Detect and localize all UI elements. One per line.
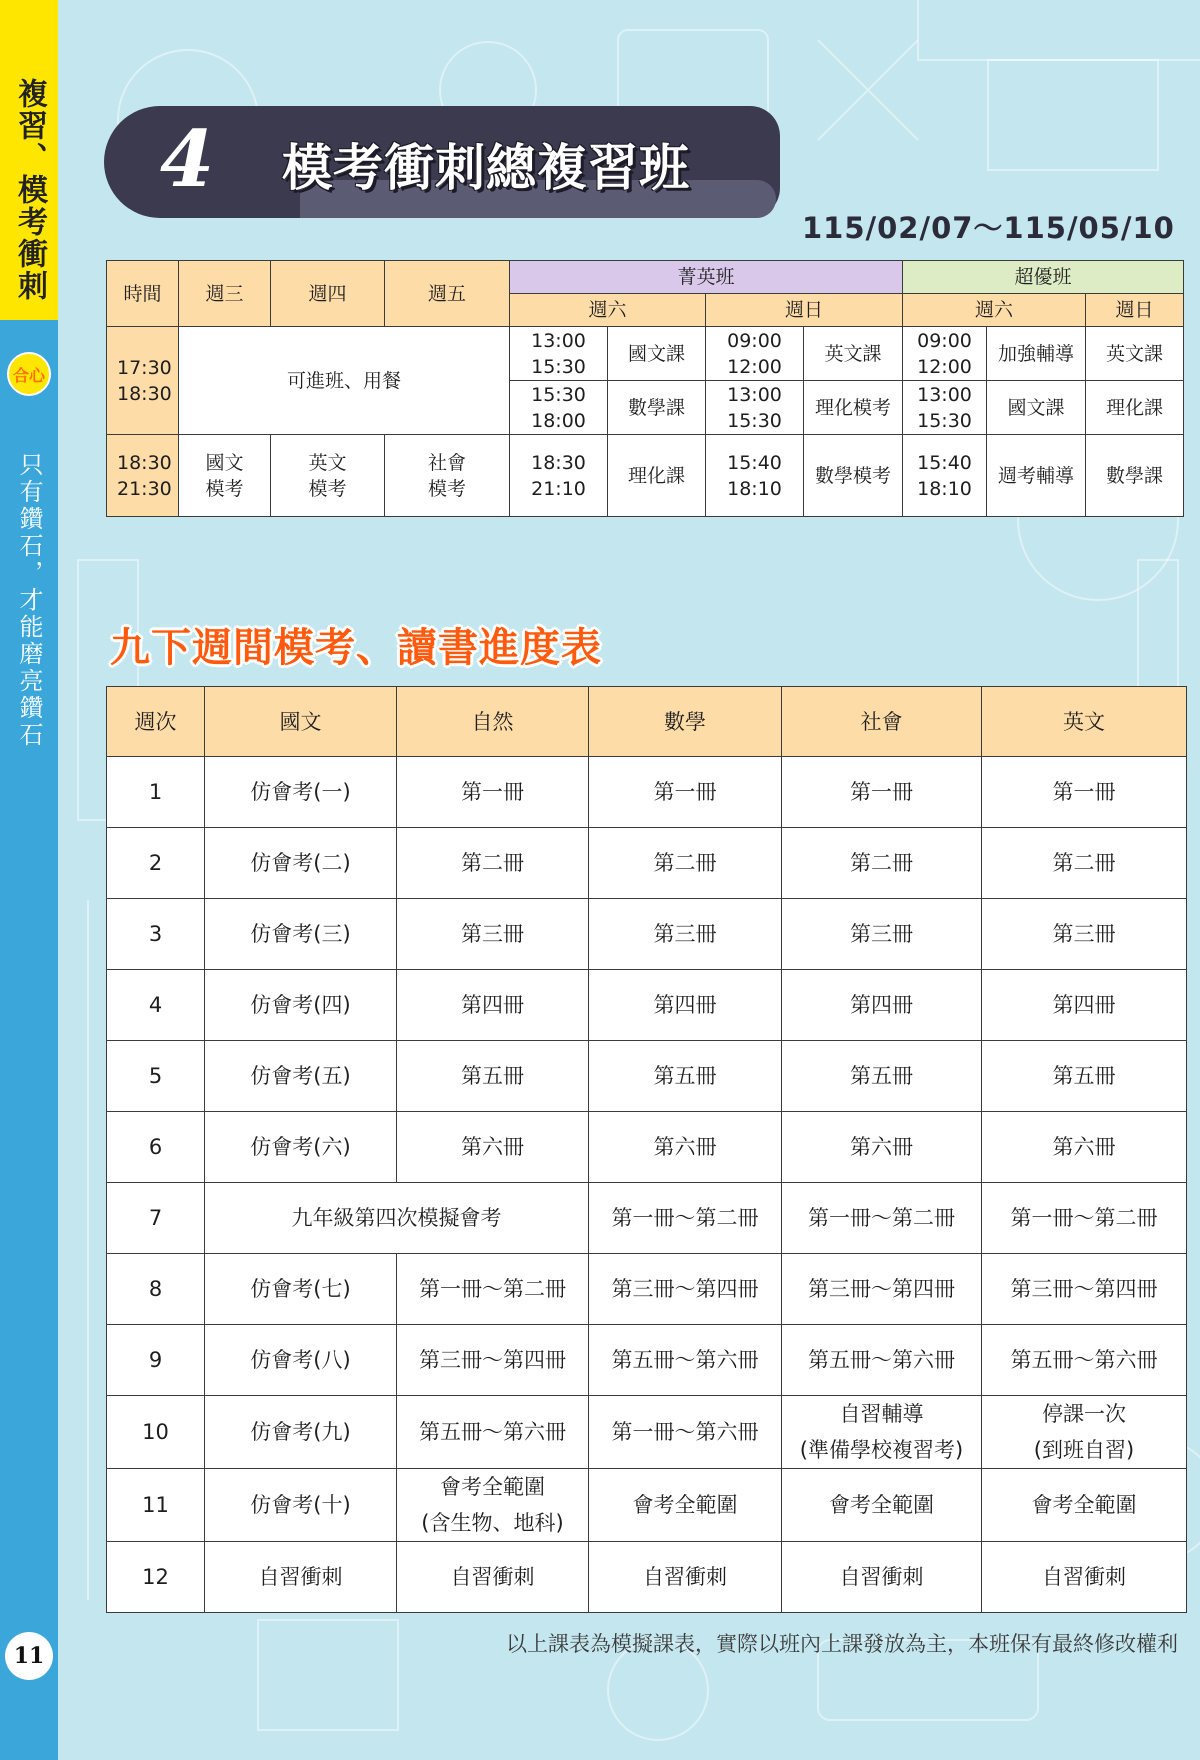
science-cell: 第一冊 <box>397 757 589 828</box>
exam-type: 模考 <box>308 477 347 500</box>
social-cell: 第四冊 <box>782 970 982 1041</box>
chinese-cell: 仿會考(二) <box>205 828 397 899</box>
time-cell <box>510 381 608 435</box>
exam-subject: 社會 <box>427 451 466 474</box>
progress-row <box>107 1469 1187 1542</box>
subject-cell: 週考輔導 <box>987 435 1086 517</box>
time-end: 12:00 <box>727 355 782 378</box>
progress-header-row <box>107 687 1187 757</box>
math-cell: 第一冊～第二冊 <box>589 1183 782 1254</box>
page-number: 11 <box>5 1632 53 1680</box>
time-start: 15:40 <box>727 451 782 474</box>
schedule-row <box>107 435 1184 517</box>
subject-cell: 數學課 <box>1086 435 1184 517</box>
time-end: 21:10 <box>531 477 586 500</box>
schedule-header-row <box>107 261 1184 294</box>
section-number: 4 <box>159 114 215 205</box>
week-header: 週次 <box>107 687 205 757</box>
time-cell <box>903 381 987 435</box>
thu-header: 週四 <box>271 261 385 327</box>
exam-cell <box>271 435 385 517</box>
social-cell: 第二冊 <box>782 828 982 899</box>
math-cell: 第二冊 <box>589 828 782 899</box>
subject-cell: 英文課 <box>804 327 903 381</box>
progress-row <box>107 1542 1187 1613</box>
math-cell: 第五冊～第六冊 <box>589 1325 782 1396</box>
social-cell: 第六冊 <box>782 1112 982 1183</box>
english-header: 英文 <box>982 687 1187 757</box>
fri-header: 週五 <box>385 261 510 327</box>
exam-subject: 英文 <box>308 451 347 474</box>
science-cell: 第一冊～第二冊 <box>397 1254 589 1325</box>
week-cell: 11 <box>107 1469 205 1542</box>
class-a-sun-header: 週日 <box>706 294 903 327</box>
side-bar <box>0 0 58 1760</box>
science-cell <box>397 1469 589 1542</box>
chinese-cell: 仿會考(一) <box>205 757 397 828</box>
social-cell: 第五冊 <box>782 1041 982 1112</box>
time-end: 18:00 <box>531 409 586 432</box>
english-cell: 第四冊 <box>982 970 1187 1041</box>
cell-line: 停課一次 <box>1042 1402 1126 1426</box>
time-slot <box>107 327 179 435</box>
week-cell: 6 <box>107 1112 205 1183</box>
english-cell: 第五冊 <box>982 1041 1187 1112</box>
social-header: 社會 <box>782 687 982 757</box>
time-cell <box>903 327 987 381</box>
week-cell: 5 <box>107 1041 205 1112</box>
class-a-sat-header: 週六 <box>510 294 706 327</box>
wed-header: 週三 <box>179 261 271 327</box>
chinese-cell: 仿會考(八) <box>205 1325 397 1396</box>
week-cell: 2 <box>107 828 205 899</box>
time-cell <box>510 327 608 381</box>
week-cell: 9 <box>107 1325 205 1396</box>
time-cell <box>706 327 804 381</box>
social-cell: 會考全範圍 <box>782 1469 982 1542</box>
slogan: 只有鑽石，才能磨亮鑽石 <box>15 452 43 749</box>
math-cell: 第三冊～第四冊 <box>589 1254 782 1325</box>
chinese-cell: 仿會考(五) <box>205 1041 397 1112</box>
social-cell: 第五冊～第六冊 <box>782 1325 982 1396</box>
week-cell: 3 <box>107 899 205 970</box>
english-cell: 第三冊 <box>982 899 1187 970</box>
time-end: 15:30 <box>917 409 972 432</box>
social-cell: 第三冊 <box>782 899 982 970</box>
science-cell: 第六冊 <box>397 1112 589 1183</box>
english-cell: 會考全範圍 <box>982 1469 1187 1542</box>
science-cell: 第五冊～第六冊 <box>397 1396 589 1469</box>
science-cell: 第五冊 <box>397 1041 589 1112</box>
social-cell: 自習衝刺 <box>782 1542 982 1613</box>
science-cell: 第二冊 <box>397 828 589 899</box>
time-start: 15:30 <box>531 383 586 406</box>
time-end: 21:30 <box>117 477 172 500</box>
time-start: 18:30 <box>117 451 172 474</box>
subject-cell: 國文課 <box>608 327 706 381</box>
progress-row <box>107 1183 1187 1254</box>
logo-badge: 合心 <box>7 352 51 396</box>
weekday-block: 可進班、用餐 <box>179 327 510 435</box>
chinese-cell: 自習衝刺 <box>205 1542 397 1613</box>
time-start: 09:00 <box>727 329 782 352</box>
progress-row <box>107 1254 1187 1325</box>
subject-cell: 加強輔導 <box>987 327 1086 381</box>
section-title: 模考衝刺總複習班 <box>282 139 690 197</box>
cell-line: 自習輔導 <box>839 1402 924 1426</box>
brand-logo <box>6 330 52 418</box>
exam-subject: 國文 <box>205 451 244 474</box>
english-cell <box>982 1396 1187 1469</box>
math-cell: 第五冊 <box>589 1041 782 1112</box>
class-b-sat-header: 週六 <box>903 294 1086 327</box>
cell-line: 會考全範圍 <box>440 1475 545 1499</box>
subject-cell: 數學課 <box>608 381 706 435</box>
chinese-cell: 仿會考(四) <box>205 970 397 1041</box>
time-start: 18:30 <box>531 451 586 474</box>
time-end: 15:30 <box>727 409 782 432</box>
progress-row <box>107 899 1187 970</box>
week-cell: 7 <box>107 1183 205 1254</box>
combined-exam-cell: 九年級第四次模擬會考 <box>205 1183 589 1254</box>
subject-cell: 理化課 <box>1086 381 1184 435</box>
progress-row <box>107 757 1187 828</box>
cell-note: (到班自習) <box>1033 1438 1135 1462</box>
section-label: 複習、模考衝刺 <box>12 78 47 302</box>
social-cell: 第一冊 <box>782 757 982 828</box>
english-cell: 第五冊～第六冊 <box>982 1325 1187 1396</box>
time-cell <box>706 435 804 517</box>
exam-cell <box>385 435 510 517</box>
progress-row <box>107 828 1187 899</box>
english-cell: 第六冊 <box>982 1112 1187 1183</box>
time-cell <box>510 435 608 517</box>
science-cell: 第三冊～第四冊 <box>397 1325 589 1396</box>
time-end: 18:10 <box>917 477 972 500</box>
time-slot <box>107 435 179 517</box>
social-cell <box>782 1396 982 1469</box>
progress-row <box>107 1041 1187 1112</box>
cell-note: (含生物、地科) <box>421 1511 564 1535</box>
chinese-cell: 仿會考(七) <box>205 1254 397 1325</box>
chinese-cell: 仿會考(十) <box>205 1469 397 1542</box>
english-cell: 第一冊～第二冊 <box>982 1183 1187 1254</box>
progress-row <box>107 970 1187 1041</box>
time-start: 09:00 <box>917 329 972 352</box>
time-start: 13:00 <box>917 383 972 406</box>
science-cell: 自習衝刺 <box>397 1542 589 1613</box>
chinese-cell: 仿會考(三) <box>205 899 397 970</box>
week-cell: 12 <box>107 1542 205 1613</box>
math-cell: 第一冊～第六冊 <box>589 1396 782 1469</box>
time-end: 18:10 <box>727 477 782 500</box>
class-b-sun-header: 週日 <box>1086 294 1184 327</box>
time-start: 13:00 <box>531 329 586 352</box>
subject-cell: 英文課 <box>1086 327 1184 381</box>
math-header: 數學 <box>589 687 782 757</box>
subject-cell: 國文課 <box>987 381 1086 435</box>
math-cell: 第六冊 <box>589 1112 782 1183</box>
date-range: 115/02/07～115/05/10 <box>802 211 1175 245</box>
progress-row <box>107 1325 1187 1396</box>
time-start: 17:30 <box>117 356 172 379</box>
progress-row <box>107 1396 1187 1469</box>
social-cell: 第一冊～第二冊 <box>782 1183 982 1254</box>
math-cell: 會考全範圍 <box>589 1469 782 1542</box>
class-b-header: 超優班 <box>903 261 1184 294</box>
exam-type: 模考 <box>205 477 244 500</box>
subject-cell: 理化課 <box>608 435 706 517</box>
cell-note: (準備學校複習考) <box>799 1438 964 1462</box>
science-cell: 第四冊 <box>397 970 589 1041</box>
week-cell: 4 <box>107 970 205 1041</box>
progress-row <box>107 1112 1187 1183</box>
chinese-header: 國文 <box>205 687 397 757</box>
study-progress-table <box>106 686 1187 1613</box>
class-schedule-table <box>106 260 1184 517</box>
week-cell: 10 <box>107 1396 205 1469</box>
science-header: 自然 <box>397 687 589 757</box>
chinese-cell: 仿會考(六) <box>205 1112 397 1183</box>
time-end: 18:30 <box>117 382 172 405</box>
math-cell: 第三冊 <box>589 899 782 970</box>
footer-note: 以上課表為模擬課表，實際以班內上課發放為主，本班保有最終修改權利 <box>506 1632 1178 1656</box>
math-cell: 第一冊 <box>589 757 782 828</box>
math-cell: 自習衝刺 <box>589 1542 782 1613</box>
time-cell <box>706 381 804 435</box>
progress-title: 九下週間模考、讀書進度表 <box>110 625 602 671</box>
social-cell: 第三冊～第四冊 <box>782 1254 982 1325</box>
class-a-header: 菁英班 <box>510 261 903 294</box>
science-cell: 第三冊 <box>397 899 589 970</box>
time-cell <box>903 435 987 517</box>
english-cell: 第二冊 <box>982 828 1187 899</box>
time-header: 時間 <box>107 261 179 327</box>
subject-cell: 理化模考 <box>804 381 903 435</box>
schedule-row <box>107 327 1184 381</box>
exam-type: 模考 <box>427 477 466 500</box>
time-end: 12:00 <box>917 355 972 378</box>
english-cell: 自習衝刺 <box>982 1542 1187 1613</box>
chinese-cell: 仿會考(九) <box>205 1396 397 1469</box>
week-cell: 8 <box>107 1254 205 1325</box>
subject-cell: 數學模考 <box>804 435 903 517</box>
english-cell: 第一冊 <box>982 757 1187 828</box>
time-start: 15:40 <box>917 451 972 474</box>
week-cell: 1 <box>107 757 205 828</box>
time-start: 13:00 <box>727 383 782 406</box>
exam-cell <box>179 435 271 517</box>
time-end: 15:30 <box>531 355 586 378</box>
section-banner <box>104 106 780 218</box>
math-cell: 第四冊 <box>589 970 782 1041</box>
english-cell: 第三冊～第四冊 <box>982 1254 1187 1325</box>
